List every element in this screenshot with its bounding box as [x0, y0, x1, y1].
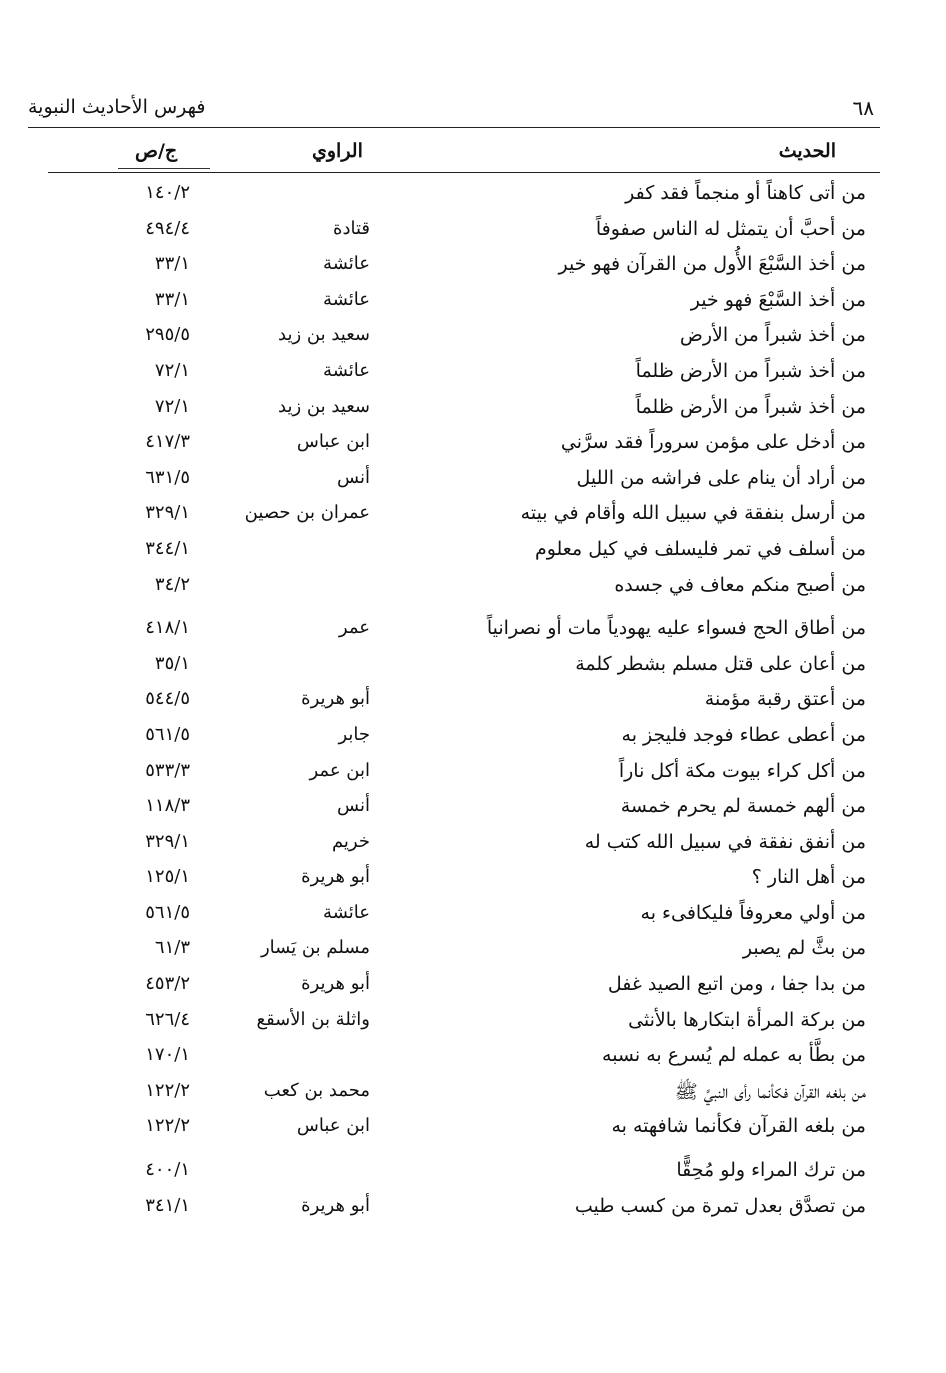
- volume-page-reference: ٦٣١/٥: [145, 466, 190, 488]
- table-row: [0, 756, 946, 792]
- table-row: [0, 178, 946, 214]
- volume-page-reference: ٥٣٣/٣: [145, 759, 190, 781]
- index-table: [0, 178, 946, 1226]
- hadith-text: من أرسل بنفقة في سبيل الله وأقام في بيته: [520, 502, 866, 525]
- narrator-name: عمر: [338, 617, 370, 639]
- volume-page-reference: ٤٥٣/٢: [145, 973, 190, 995]
- hadith-text: من أسلف في تمر فليسلف في كيل معلوم: [534, 537, 866, 560]
- hadith-text: من بدا جفا ، ومن اتبع الصيد غفل: [607, 973, 866, 996]
- volume-page-reference: ٣٣/١: [154, 288, 190, 310]
- volume-page-reference: ٤٩٤/٤: [145, 217, 190, 239]
- volume-page-reference: ٣٥/١: [154, 652, 190, 674]
- volume-page-reference: ٣٢٩/١: [145, 502, 190, 524]
- column-headers: [0, 140, 946, 172]
- table-row: [0, 1076, 946, 1112]
- volume-page-reference: ٤٠٠/١: [145, 1159, 190, 1181]
- volume-page-reference: ١٢٢/٢: [145, 1079, 190, 1101]
- volume-page-reference: ٤١٧/٣: [145, 431, 190, 453]
- narrator-name: ابن عمر: [309, 759, 370, 781]
- narrator-name: عائشة: [323, 288, 370, 310]
- volume-page-reference: ٣٤٤/١: [145, 537, 190, 559]
- narrator-name: أبو هريرة: [301, 866, 370, 888]
- hadith-text: من أكل كراء بيوت مكة أكل ناراً: [618, 759, 866, 782]
- table-row: [0, 720, 946, 756]
- table-row: [0, 862, 946, 898]
- hadith-text: من أتى كاهناً أو منجماً فقد كفر: [625, 182, 866, 204]
- volume-page-reference: ٥٤٤/٥: [145, 688, 190, 710]
- hadith-text: من أخذ شبراً من الأرض: [679, 324, 866, 347]
- table-row: [0, 320, 946, 356]
- table-row: [0, 534, 946, 570]
- hadith-text: من أخذ السَّبْعَ فهو خير: [690, 288, 866, 311]
- table-row: [0, 1040, 946, 1076]
- table-row: [0, 898, 946, 934]
- header-rule: [28, 127, 880, 128]
- narrator-name: عمران بن حصين: [244, 502, 370, 524]
- hadith-text: من بلغه القرآن فكأنما رأى النبيَّ ﷺ: [674, 1080, 866, 1103]
- hadith-text: من أخذ شبراً من الأرض ظلماً: [635, 359, 866, 382]
- table-row: [0, 1191, 946, 1227]
- volume-page-reference: ٢٩٥/٥: [145, 324, 190, 346]
- hadith-text: من ألهم خمسة لم يحرم خمسة: [620, 795, 866, 818]
- volume-page-reference: ٥٦١/٥: [145, 723, 190, 745]
- volume-page-reference: ٦٢٦/٤: [145, 1008, 190, 1030]
- narrator-name: سعيد بن زيد: [278, 395, 370, 417]
- table-row: [0, 285, 946, 321]
- hadith-text: من أخذ شبراً من الأرض ظلماً: [635, 395, 866, 418]
- hadith-text: من بثَّ لم يصبر: [742, 937, 866, 960]
- hadith-text: من أعطى عطاء فوجد فليجز به: [621, 723, 866, 746]
- running-header: [28, 92, 880, 126]
- hadith-text: من بلغه القرآن فكأنما شافهته به: [611, 1115, 866, 1138]
- reference-header-underline: [118, 168, 210, 169]
- narrator-name: ابن عباس: [296, 431, 370, 453]
- table-row: [0, 249, 946, 285]
- table-row: [0, 791, 946, 827]
- hadith-text: من أراد أن ينام على فراشه من الليل: [576, 466, 866, 489]
- volume-page-reference: ٣٤١/١: [145, 1194, 190, 1216]
- hadith-text: من أحبَّ أن يتمثل له الناس صفوفاً: [595, 217, 866, 240]
- volume-page-reference: ٣٣/١: [154, 253, 190, 275]
- volume-page-reference: ٧٢/١: [154, 359, 190, 381]
- table-row: [0, 1155, 946, 1191]
- column-header-hadith: الحديث: [778, 140, 836, 162]
- narrator-name: خريم: [331, 830, 370, 852]
- hadith-text: من أعان على قتل مسلم بشطر كلمة: [575, 652, 866, 675]
- table-row: [0, 1111, 946, 1147]
- narrator-name: أنس: [337, 795, 370, 817]
- hadith-text: من تصدَّق بعدل تمرة من كسب طيب: [574, 1194, 866, 1217]
- volume-page-reference: ١١٨/٣: [145, 795, 190, 817]
- narrator-name: عائشة: [323, 359, 370, 381]
- table-row: [0, 613, 946, 649]
- narrator-name: عائشة: [323, 901, 370, 923]
- table-row: [0, 392, 946, 428]
- narrator-name: عائشة: [323, 253, 370, 275]
- table-row: [0, 933, 946, 969]
- hadith-text: من أنفق نفقة في سبيل الله كتب له: [584, 830, 866, 853]
- hadith-text: من أدخل على مؤمن سروراً فقد سرَّني: [560, 431, 866, 454]
- column-header-reference: ج/ص: [135, 140, 178, 162]
- page-number: ٦٨: [852, 96, 874, 120]
- hadith-text: من بركة المرأة ابتكارها بالأنثى: [628, 1008, 866, 1031]
- volume-page-reference: ٣٢٩/١: [145, 830, 190, 852]
- narrator-name: واثلة بن الأسقع: [256, 1008, 370, 1030]
- table-row: [0, 356, 946, 392]
- narrator-name: أبو هريرة: [301, 688, 370, 710]
- running-title: فهرس الأحاديث النبوية: [28, 96, 206, 118]
- narrator-name: أبو هريرة: [301, 973, 370, 995]
- volume-page-reference: ١٤٠/٢: [145, 182, 190, 203]
- table-row: [0, 570, 946, 606]
- hadith-text: من أخذ السَّبْعَ الأُول من القرآن فهو خير: [558, 253, 866, 276]
- narrator-name: قتادة: [333, 217, 370, 239]
- table-row: [0, 498, 946, 534]
- narrator-name: ابن عباس: [296, 1115, 370, 1137]
- volume-page-reference: ١٧٠/١: [145, 1044, 190, 1066]
- table-row: [0, 427, 946, 463]
- narrator-name: محمد بن كعب: [263, 1079, 370, 1101]
- column-header-narrator: الراوي: [312, 140, 363, 162]
- volume-page-reference: ٧٢/١: [154, 395, 190, 417]
- hadith-text: من أطاق الحج فسواء عليه يهودياً مات أو نصرانياً: [486, 617, 866, 640]
- volume-page-reference: ٤١٨/١: [145, 617, 190, 639]
- volume-page-reference: ٥٦١/٥: [145, 901, 190, 923]
- table-row: [0, 827, 946, 863]
- narrator-name: مسلم بن يَسار: [260, 937, 370, 959]
- table-row: [0, 463, 946, 499]
- hadith-text: من بطَّأ به عمله لم يُسرع به نسبه: [602, 1044, 866, 1067]
- narrator-name: أبو هريرة: [301, 1194, 370, 1216]
- volume-page-reference: ٣٤/٢: [154, 573, 190, 595]
- narrator-name: أنس: [337, 466, 370, 488]
- hadith-text: من أعتق رقبة مؤمنة: [704, 688, 866, 711]
- table-row: [0, 1005, 946, 1041]
- hadith-text: من أهل النار ؟: [751, 866, 866, 889]
- hadith-text: من أصبح منكم معاف في جسده: [614, 573, 866, 596]
- hadith-text: من ترك المراء ولو مُحِقًّا: [676, 1159, 866, 1182]
- volume-page-reference: ١٢٥/١: [145, 866, 190, 888]
- table-rule: [48, 172, 880, 173]
- table-row: [0, 684, 946, 720]
- narrator-name: جابر: [338, 723, 370, 745]
- volume-page-reference: ١٢٢/٢: [145, 1115, 190, 1137]
- table-row: [0, 969, 946, 1005]
- table-row: [0, 649, 946, 685]
- volume-page-reference: ٦١/٣: [154, 937, 190, 959]
- narrator-name: سعيد بن زيد: [278, 324, 370, 346]
- table-row: [0, 214, 946, 250]
- hadith-text: من أولي معروفاً فليكافىء به: [640, 901, 866, 924]
